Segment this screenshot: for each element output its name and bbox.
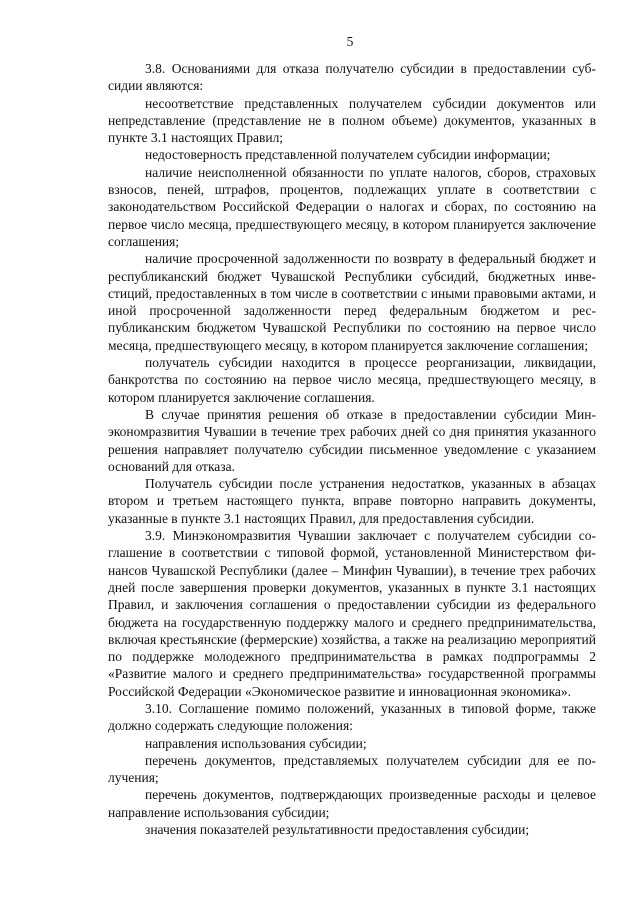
paragraph-3-8-intro: 3.8. Основаниями для отказа получателю субсидии в предоставлении субсидии являются: bbox=[108, 61, 596, 94]
paragraph-ground-documents: несоответствие представленных получателем субсидии документов или непредставление (представление не в полном объеме) документов, указанных в пункте 3.1 настоящих Правил; bbox=[108, 95, 596, 146]
paragraph-ground-reorganization: получатель субсидии находится в процессе реорганизации, ликвидации, банкротства по состоянию на первое число месяца, предшествующего месяцу, в котором планируется заключение соглашения. bbox=[108, 355, 596, 405]
paragraph-ground-false-info: недостоверность представленной получателем субсидии информации; bbox=[145, 147, 551, 163]
paragraph-performance-indicators: значения показателей результативности предоставления субсидии; bbox=[145, 822, 530, 838]
paragraph-resubmission: Получатель субсидии после устранения недостатков, указанных в абзацах втором и третьем настоящего пункта, вправе повторно направить документы, указанные в пункте 3.1 настоящих Правил, для предоставления субсидии. bbox=[108, 476, 596, 526]
paragraph-refusal-notice: В случае принятия решения об отказе в предоставлении субсидии Минэкономразвития Чувашии в течение трех рабочих дней со дня принятия указанного решения направляет получателю субсидии письменное уведомление с указанием оснований для отказа. bbox=[108, 406, 596, 474]
paragraph-3-10-intro: 3.10. Соглашение помимо положений, указанных в типовой форме, также должно содержать следующие положения: bbox=[108, 700, 596, 734]
paragraph-use-directions: направления использования субсидии; bbox=[145, 735, 367, 751]
paragraph-ground-budget-debt: наличие просроченной задолженности по возврату в федеральный бюджет и республиканский бюджет Чувашской Республики субсидий, бюджетных инвестиций, предоставленных в том числе в соответствии с иными правовыми актами, и иной просроченной задолженности перед федеральным бюджетом и республиканским бюджетом Чувашской Республики по состоянию на первое число месяца, предшествующего месяцу, в котором планируется заключение соглашения; bbox=[108, 251, 596, 353]
page-number: 5 bbox=[346, 34, 354, 49]
document-body bbox=[108, 60, 596, 838]
paragraph-expense-documents: перечень документов, подтверждающих произведенные расходы и целевое направление использования субсидии; bbox=[108, 787, 596, 820]
paragraph-3-9-agreement: 3.9. Минэкономразвития Чувашии заключает с получателем субсидии соглашение в соответствии с типовой формой, установленной Министерством финансов Чувашской Республики (далее – Минфин Чувашии), в течение трех рабочих дней после завершения проверки документов, указанных в пункте 3.1 настоящих Правил, и заключения соглашения о предоставлении субсидии из федерального бюджета на государственную поддержку малого и среднего предпринимательства, включая крестьянские (фермерские) хозяйства, а также на реализацию мероприятий по поддержке молодежного предпринимательства в рамках подпрограммы 2 «Развитие малого и среднего предпринимательства» государственной программы Российской Федерации «Экономическое развитие и инновационная экономика». bbox=[108, 528, 596, 699]
paragraph-document-list: перечень документов, представляемых получателем субсидии для ее получения; bbox=[108, 752, 596, 786]
paragraph-ground-tax-debt: наличие неисполненной обязанности по уплате налогов, сборов, страховых взносов, пеней, штрафов, процентов, подлежащих уплате в соответствии с законодательством Российской Федерации о налогах и сборах, по состоянию на первое число месяца, предшествующего месяцу, в котором планируется заключение соглашения; bbox=[108, 164, 596, 249]
